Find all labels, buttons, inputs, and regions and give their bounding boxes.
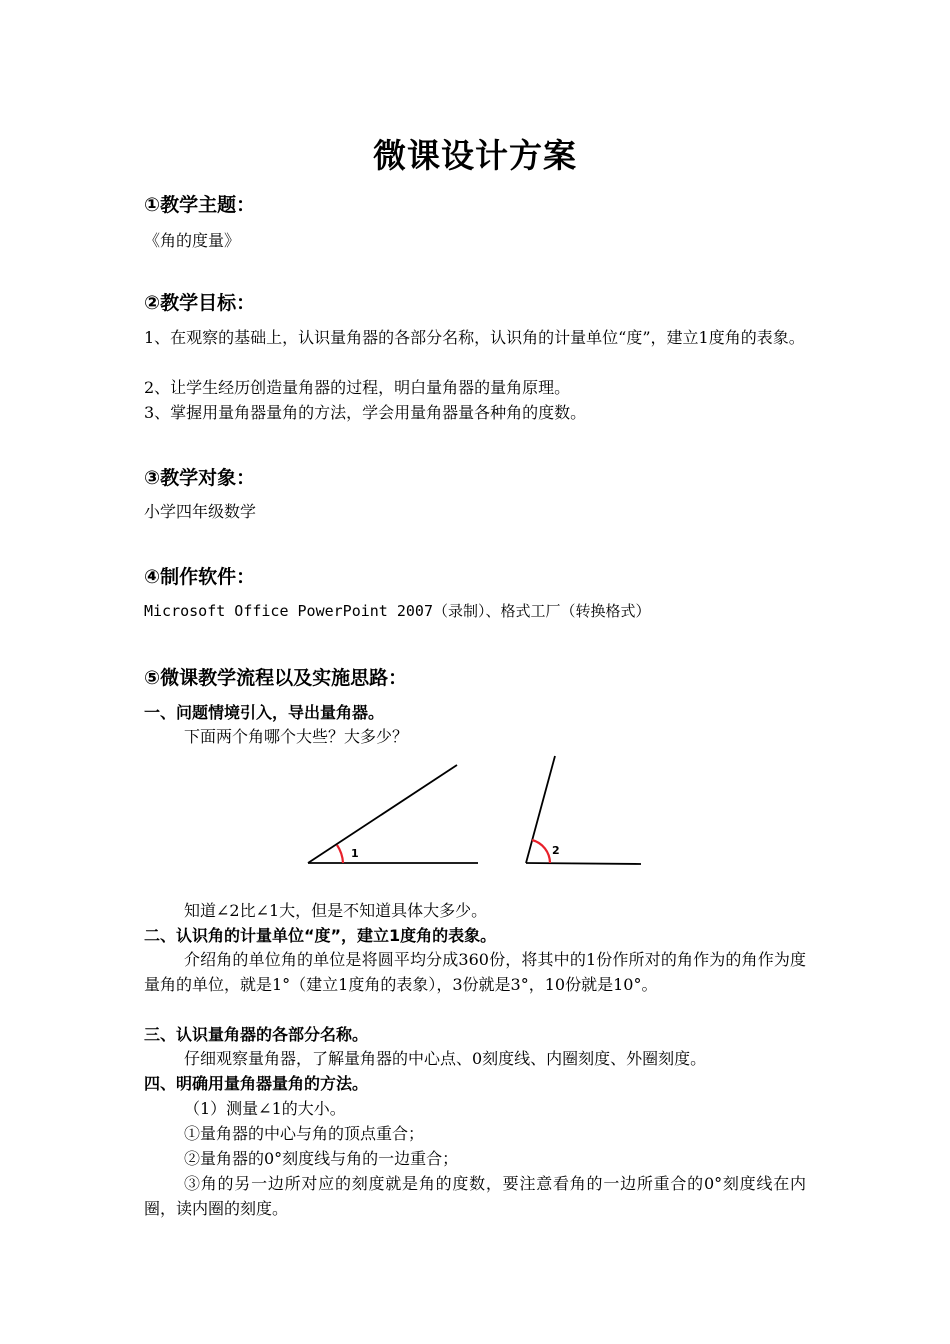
step3-text: 仔细观察量角器，了解量角器的中心点、0刻度线、内圈刻度、外圈刻度。	[184, 1049, 707, 1068]
step4-sub1: （1）测量∠1的大小。	[184, 1099, 346, 1118]
goals-heading: ②教学目标：	[144, 292, 256, 314]
angle-1-arc	[337, 845, 343, 863]
flow-heading: ⑤微课教学流程以及实施思路：	[144, 667, 408, 689]
audience-heading: ③教学对象：	[144, 467, 256, 489]
step4-point-3: ③角的另一边所对应的刻度就是角的度数，要注意看角的一边所重合的0°刻度线在内圈，读内圈的刻度。	[144, 1174, 806, 1218]
angle-2-side-line	[526, 756, 555, 863]
document-title: 微课设计方案	[373, 136, 577, 175]
step2-title: 二、认识角的计量单位“度”，建立1度角的表象。	[144, 926, 497, 945]
angle-2	[526, 756, 641, 864]
goal-item-3: 3、掌握用量角器量角的方法，学会用量角器量各种角的度数。	[144, 403, 587, 422]
step1-title: 一、问题情境引入，导出量角器。	[144, 703, 385, 722]
goal-item-1: 1、在观察的基础上，认识量角器的各部分名称，认识角的计量单位“度”，建立1度角的表象。	[144, 328, 805, 347]
step1-question: 下面两个角哪个大些？大多少？	[184, 727, 409, 746]
step3-title: 三、认识量角器的各部分名称。	[144, 1025, 369, 1044]
software-heading: ④制作软件：	[144, 566, 256, 588]
step1-conclusion: 知道∠2比∠1大，但是不知道具体大多少。	[184, 901, 488, 920]
step4-point-2: ②量角器的0°刻度线与角的一边重合；	[184, 1149, 459, 1168]
angles-figure	[300, 752, 650, 872]
angle-2-arc	[532, 840, 550, 863]
angle-2-base-line	[526, 863, 641, 864]
topic-heading: ①教学主题：	[144, 194, 256, 216]
angle-2-label: 2	[552, 844, 560, 857]
angle-1-label: 1	[351, 847, 359, 860]
topic-text: 《角的度量》	[144, 231, 241, 250]
step4-point-1: ①量角器的中心与角的顶点重合；	[184, 1124, 425, 1143]
angle-1	[308, 765, 478, 863]
step4-title: 四、明确用量角器量角的方法。	[144, 1074, 369, 1093]
audience-text: 小学四年级数学	[144, 502, 257, 521]
step2-text: 介绍角的单位角的单位是将圆平均分成360份，将其中的1份作所对的角作为的角作为度量角的单位，就是1°（建立1度角的表象），3份就是3°，10份就是10°。	[144, 950, 806, 994]
angle-1-side-line	[308, 765, 457, 863]
software-text: Microsoft Office PowerPoint 2007（录制）、格式工厂（转换格式）	[144, 602, 651, 620]
goal-item-2: 2、让学生经历创造量角器的过程，明白量角器的量角原理。	[144, 378, 571, 397]
